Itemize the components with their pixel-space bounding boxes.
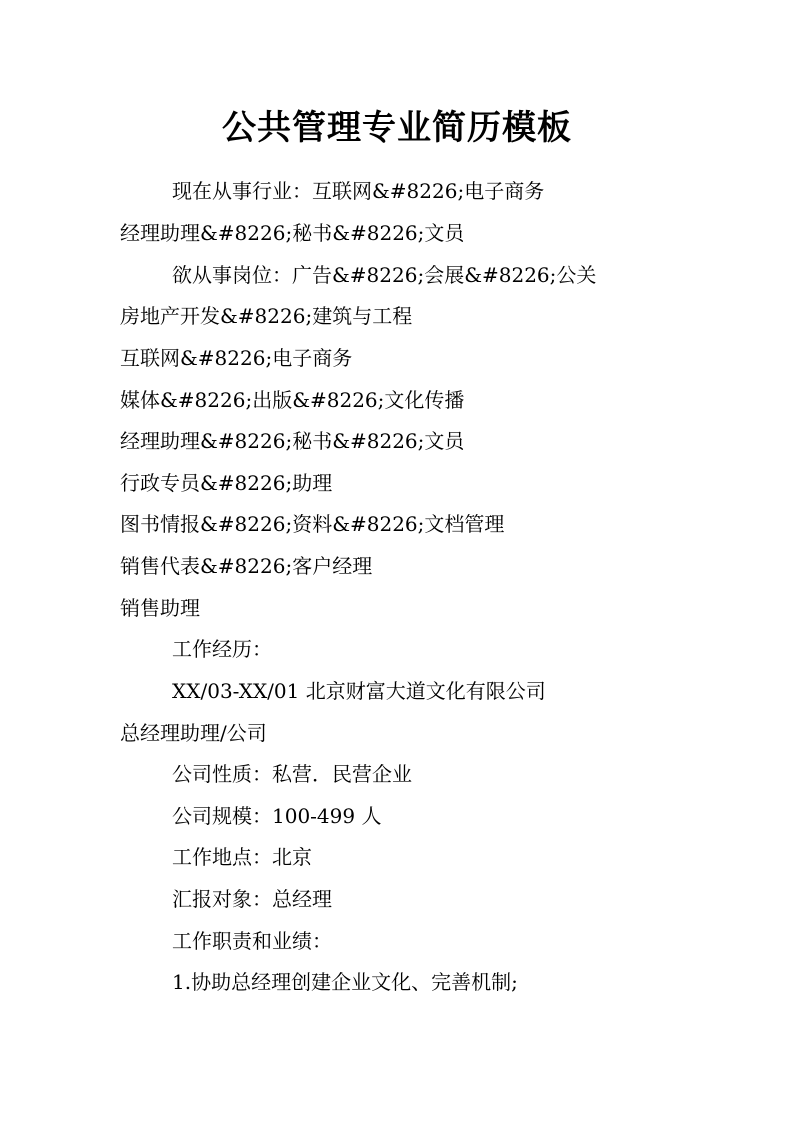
desired-position-item: 媒体&#8226;出版&#8226;文化传播 — [120, 388, 465, 412]
desired-position-item: 销售助理 — [120, 596, 200, 620]
company-size-line: 公司规模：100-499 人 — [172, 804, 382, 828]
report-to-line: 汇报对象：总经理 — [172, 887, 332, 911]
desired-position-item: 互联网&#8226;电子商务 — [120, 346, 353, 370]
current-industry-continuation: 经理助理&#8226;秘书&#8226;文员 — [120, 221, 465, 245]
desired-position-item: 图书情报&#8226;资料&#8226;文档管理 — [120, 512, 505, 536]
duties-heading: 工作职责和业绩： — [172, 929, 332, 953]
desired-position-item: 行政专员&#8226;助理 — [120, 471, 333, 495]
work-experience-heading: 工作经历： — [172, 637, 272, 661]
duty-item: 1.协助总经理创建企业文化、完善机制; — [172, 970, 518, 994]
work-location-line: 工作地点：北京 — [172, 845, 312, 869]
desired-position-item: 销售代表&#8226;客户经理 — [120, 554, 373, 578]
job-title-line: 总经理助理/公司 — [120, 721, 267, 745]
desired-position-item: 房地产开发&#8226;建筑与工程 — [120, 304, 413, 328]
desired-position-line: 欲从事岗位：广告&#8226;会展&#8226;公关 — [172, 263, 597, 287]
document-title: 公共管理专业简历模板 — [222, 108, 572, 148]
current-industry-line: 现在从事行业：互联网&#8226;电子商务 — [172, 179, 545, 203]
desired-position-item: 经理助理&#8226;秘书&#8226;文员 — [120, 429, 465, 453]
company-nature-line: 公司性质：私营．民营企业 — [172, 762, 412, 786]
work-experience-entry: XX/03-XX/01 北京财富大道文化有限公司 — [172, 679, 546, 703]
